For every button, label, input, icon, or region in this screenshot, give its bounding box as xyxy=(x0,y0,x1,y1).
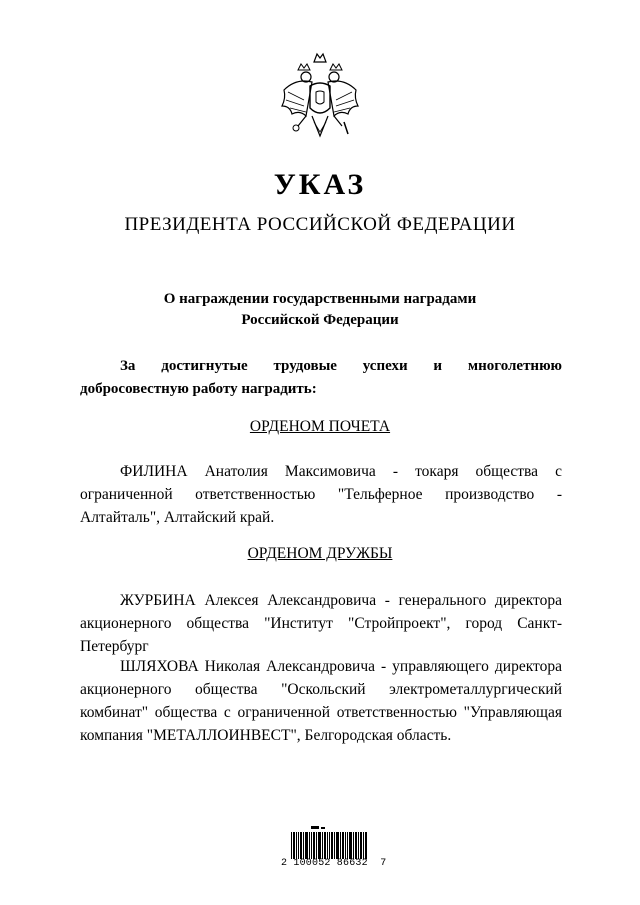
document-title: УКАЗ xyxy=(273,168,367,201)
section-heading-order-of-friendship: ОРДЕНОМ ДРУЖБЫ xyxy=(247,545,393,562)
document-subtitle: ПРЕЗИДЕНТА РОССИЙСКОЙ ФЕДЕРАЦИИ xyxy=(124,214,516,235)
barcode-number: 2 100052 86632 7 xyxy=(281,858,387,869)
decree-intro: За достигнутые трудовые успехи и многолетнюю добросовестную работу наградить: xyxy=(80,358,562,397)
decree-title-line: О награждении государственными наградами xyxy=(163,291,477,307)
section-heading-order-of-honor: ОРДЕНОМ ПОЧЕТА xyxy=(249,418,391,435)
award-entry: ЖУРБИНА Алексея Александровича - генерального директора акционерного общества "Институт "Стройпроект", город Санкт-Петербург xyxy=(80,592,562,655)
decree-title xyxy=(80,289,560,331)
award-entry: ФИЛИНА Анатолия Максимовича - токаря общества с ограниченной ответственностью "Тельферное производство - Алтайталь", Алтайский край. xyxy=(80,463,562,526)
coat-of-arms-icon xyxy=(276,50,364,150)
award-entry: ШЛЯХОВА Николая Александровича - управляющего директора акционерного общества "Оскольский электрометаллургический комбинат" общества с ограниченной ответственностью "Управляющая компания "МЕТАЛЛОИНВЕСТ", Белгородская область. xyxy=(80,658,562,744)
decree-title-line: Российской Федерации xyxy=(241,312,399,328)
